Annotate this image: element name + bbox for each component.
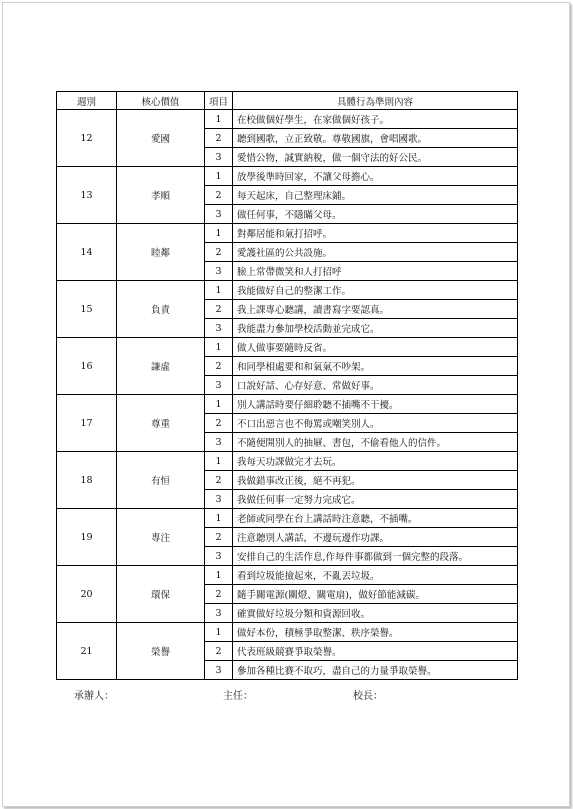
item-number: 2 <box>205 357 233 376</box>
table-row <box>57 167 518 186</box>
behavior-text: 參加各種比賽不取巧，盡自己的力量爭取榮譽。 <box>233 661 518 680</box>
behavior-text: 口說好話、心存好意、常做好事。 <box>233 376 518 395</box>
core-value: 孝順 <box>117 167 205 224</box>
behavior-text: 別人講話時要仔細聆聽不插嘴不干擾。 <box>233 395 518 414</box>
behavior-text: 每天起床，自己整理床鋪。 <box>233 186 518 205</box>
core-value: 專注 <box>117 509 205 566</box>
conduct-rules-table <box>56 91 518 680</box>
item-number: 1 <box>205 167 233 186</box>
core-value: 負責 <box>117 281 205 338</box>
item-number: 3 <box>205 205 233 224</box>
behavior-text: 不隨便開別人的抽屜、書包，不偷看他人的信件。 <box>233 433 518 452</box>
item-number: 1 <box>205 224 233 243</box>
week-number: 20 <box>57 566 117 623</box>
document-page <box>2 2 570 807</box>
item-number: 3 <box>205 376 233 395</box>
item-number: 2 <box>205 585 233 604</box>
item-number: 3 <box>205 604 233 623</box>
behavior-text: 和同學相處要和和氣氣不吵架。 <box>233 357 518 376</box>
table-row <box>57 623 518 642</box>
item-number: 1 <box>205 110 233 129</box>
behavior-text: 代表班級競賽爭取榮譽。 <box>233 642 518 661</box>
week-number: 21 <box>57 623 117 680</box>
behavior-text: 我上課專心聽講，讀書寫字要認真。 <box>233 300 518 319</box>
item-number: 2 <box>205 642 233 661</box>
header-core-value: 核心價值 <box>117 92 205 110</box>
header-week: 週別 <box>57 92 117 110</box>
item-number: 2 <box>205 129 233 148</box>
behavior-text: 注意聽別人講話，不邊玩邊作功課。 <box>233 528 518 547</box>
table-row <box>57 452 518 471</box>
behavior-text: 臉上常帶微笑和人打招呼 <box>233 262 518 281</box>
week-number: 15 <box>57 281 117 338</box>
item-number: 3 <box>205 148 233 167</box>
item-number: 2 <box>205 528 233 547</box>
behavior-text: 確實做好垃圾分類和資源回收。 <box>233 604 518 623</box>
behavior-text: 做好本份，積極爭取整潔、秩序榮譽。 <box>233 623 518 642</box>
table-row <box>57 110 518 129</box>
core-value: 尊重 <box>117 395 205 452</box>
behavior-text: 老師或同學在台上講話時注意聽，不插嘴。 <box>233 509 518 528</box>
core-value: 有恒 <box>117 452 205 509</box>
core-value: 愛國 <box>117 110 205 167</box>
item-number: 1 <box>205 509 233 528</box>
item-number: 2 <box>205 300 233 319</box>
item-number: 3 <box>205 661 233 680</box>
item-number: 1 <box>205 623 233 642</box>
behavior-text: 對鄰居能和氣打招呼。 <box>233 224 518 243</box>
behavior-text: 在校做個好學生，在家做個好孩子。 <box>233 110 518 129</box>
table-row <box>57 224 518 243</box>
item-number: 3 <box>205 490 233 509</box>
behavior-text: 我能做好自己的整潔工作。 <box>233 281 518 300</box>
behavior-text: 放學後準時回家，不讓父母擔心。 <box>233 167 518 186</box>
behavior-text: 愛護社區的公共設施。 <box>233 243 518 262</box>
item-number: 2 <box>205 471 233 490</box>
table-row <box>57 509 518 528</box>
week-number: 18 <box>57 452 117 509</box>
table-row <box>57 566 518 585</box>
week-number: 12 <box>57 110 117 167</box>
director-label: 主任： <box>223 691 253 702</box>
week-number: 17 <box>57 395 117 452</box>
behavior-text: 看到垃圾能撿起來，不亂丟垃圾。 <box>233 566 518 585</box>
item-number: 3 <box>205 433 233 452</box>
behavior-text: 我能盡力參加學校活動並完成它。 <box>233 319 518 338</box>
table-row <box>57 338 518 357</box>
item-number: 3 <box>205 319 233 338</box>
week-number: 16 <box>57 338 117 395</box>
item-number: 1 <box>205 395 233 414</box>
table-body <box>57 110 518 680</box>
item-number: 2 <box>205 243 233 262</box>
table-row <box>57 395 518 414</box>
item-number: 1 <box>205 566 233 585</box>
item-number: 2 <box>205 186 233 205</box>
week-number: 14 <box>57 224 117 281</box>
behavior-text: 做人做事要隨時反省。 <box>233 338 518 357</box>
behavior-text: 聽到國歌，立正致敬。尊敬國旗，會唱國歌。 <box>233 129 518 148</box>
behavior-text: 安排自己的生活作息,作每件事都做到一個完整的段落。 <box>233 547 518 566</box>
behavior-text: 隨手關電源(關燈、關電扇)，做好節能減碳。 <box>233 585 518 604</box>
signature-footer <box>3 687 573 703</box>
behavior-text: 做任何事，不隱瞞父母。 <box>233 205 518 224</box>
principal-label: 校長： <box>353 691 383 702</box>
header-content: 具體行為準則內容 <box>233 92 518 110</box>
behavior-text: 我做錯事改正後，絕不再犯。 <box>233 471 518 490</box>
core-value: 睦鄰 <box>117 224 205 281</box>
item-number: 3 <box>205 547 233 566</box>
week-number: 13 <box>57 167 117 224</box>
item-number: 1 <box>205 452 233 471</box>
item-number: 2 <box>205 414 233 433</box>
item-number: 1 <box>205 281 233 300</box>
core-value: 謙虛 <box>117 338 205 395</box>
behavior-text: 愛惜公物，誠實納稅，做一個守法的好公民。 <box>233 148 518 167</box>
behavior-text: 我做任何事一定努力完成它。 <box>233 490 518 509</box>
table-header-row <box>57 92 518 110</box>
header-item: 項目 <box>205 92 233 110</box>
organizer-label: 承辦人： <box>74 691 114 702</box>
behavior-text: 不口出惡言也不侮罵或嘲笑別人。 <box>233 414 518 433</box>
core-value: 榮譽 <box>117 623 205 680</box>
week-number: 19 <box>57 509 117 566</box>
table-row <box>57 281 518 300</box>
core-value: 環保 <box>117 566 205 623</box>
behavior-text: 我每天功課做完才去玩。 <box>233 452 518 471</box>
item-number: 3 <box>205 262 233 281</box>
item-number: 1 <box>205 338 233 357</box>
